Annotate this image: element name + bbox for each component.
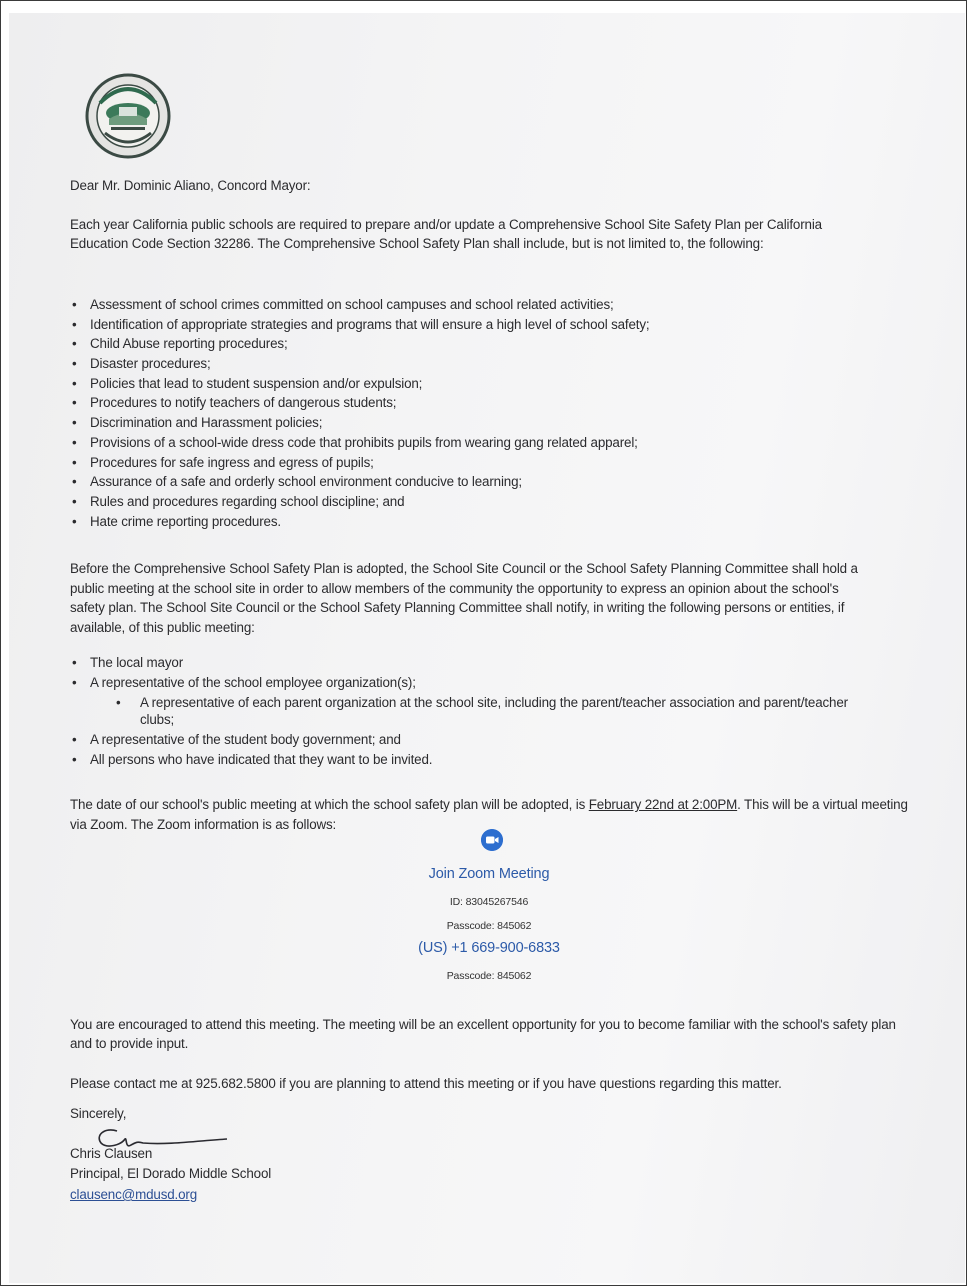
contact-paragraph: Please contact me at 925.682.5800 if you are planning to attend this meeting or if you have questions regarding this matter. — [70, 1076, 782, 1091]
list-item: • A representative of the school employee organization(s); — [70, 673, 860, 693]
zoom-phone-link[interactable]: (US) +1 669-900-6833 — [418, 940, 560, 956]
join-zoom-link[interactable]: Join Zoom Meeting — [428, 866, 550, 882]
list-item: • Identification of appropriate strategies and programs that will ensure a high level of school safety; — [70, 315, 649, 335]
zoom-meeting-id: ID: 83045267546 — [449, 896, 529, 908]
plan-requirements-list — [70, 295, 649, 531]
public-meeting-paragraph: Before the Comprehensive School Safety Plan is adopted, the School Site Council or the School Safety Planning Committee shall hold a public meeting at the school site in order to allow members of the community the opportunity to express an opinion about the school's safety plan. The School Site Council or the School Safety Planning Committee shall notify, in writing the following persons or entities, if available, of this public meeting: — [70, 561, 858, 635]
list-item: • Hate crime reporting procedures. — [70, 512, 649, 532]
signer-email-link[interactable]: clausenc@mdusd.org — [70, 1187, 198, 1202]
signer-name: Chris Clausen — [70, 1146, 153, 1161]
zoom-camera-icon — [481, 829, 503, 851]
list-item: • Procedures for safe ingress and egress of pupils; — [70, 453, 649, 473]
salutation: Dear Mr. Dominic Aliano, Concord Mayor: — [70, 178, 311, 193]
list-item: • A representative of the student body government; and — [70, 730, 860, 750]
closing: Sincerely, — [70, 1106, 127, 1121]
list-item: • Child Abuse reporting procedures; — [70, 334, 649, 354]
list-item: • Procedures to notify teachers of dangerous students; — [70, 393, 649, 413]
encourage-paragraph: You are encouraged to attend this meeting. The meeting will be an excellent opportunity for you to become familiar with the school's safety plan and to provide input. — [70, 1017, 896, 1051]
list-item: • Policies that lead to student suspension and/or expulsion; — [70, 374, 649, 394]
zoom-passcode: Passcode: 845062 — [446, 920, 532, 932]
list-item: • Provisions of a school-wide dress code that prohibits pupils from wearing gang related apparel; — [70, 433, 649, 453]
list-item: • Discrimination and Harassment policies; — [70, 413, 649, 433]
list-item: • Rules and procedures regarding school discipline; and — [70, 492, 649, 512]
letter-page — [9, 13, 965, 1283]
date-outro-text: . This will be a virtual meeting via Zoom. The Zoom information is as follows: — [70, 797, 908, 832]
meeting-date: February 22nd at 2:00PM — [588, 797, 738, 812]
list-item: • Assurance of a safe and orderly school environment conducive to learning; — [70, 472, 649, 492]
date-intro-text: The date of our school's public meeting at which the school safety plan will be adopted, is — [70, 797, 589, 812]
signer-title: Principal, El Dorado Middle School — [70, 1166, 272, 1181]
list-item: • Assessment of school crimes committed on school campuses and school related activities; — [70, 295, 649, 315]
district-seal-icon — [85, 73, 171, 159]
list-item: • Disaster procedures; — [70, 354, 649, 374]
notify-list — [70, 653, 860, 770]
intro-paragraph: Each year California public schools are required to prepare and/or update a Comprehensive School Site Safety Plan per California Education Code Section 32286. The Comprehensive School Safety Plan shall include, but is not limited to, the following: — [70, 217, 822, 251]
sub-list-item: • A representative of each parent organization at the school site, including the parent/teacher association and parent/teacher clubs; — [70, 692, 860, 730]
list-item: • All persons who have indicated that they want to be invited. — [70, 750, 860, 770]
zoom-phone-passcode: Passcode: 845062 — [446, 970, 532, 982]
list-item: • The local mayor — [70, 653, 860, 673]
